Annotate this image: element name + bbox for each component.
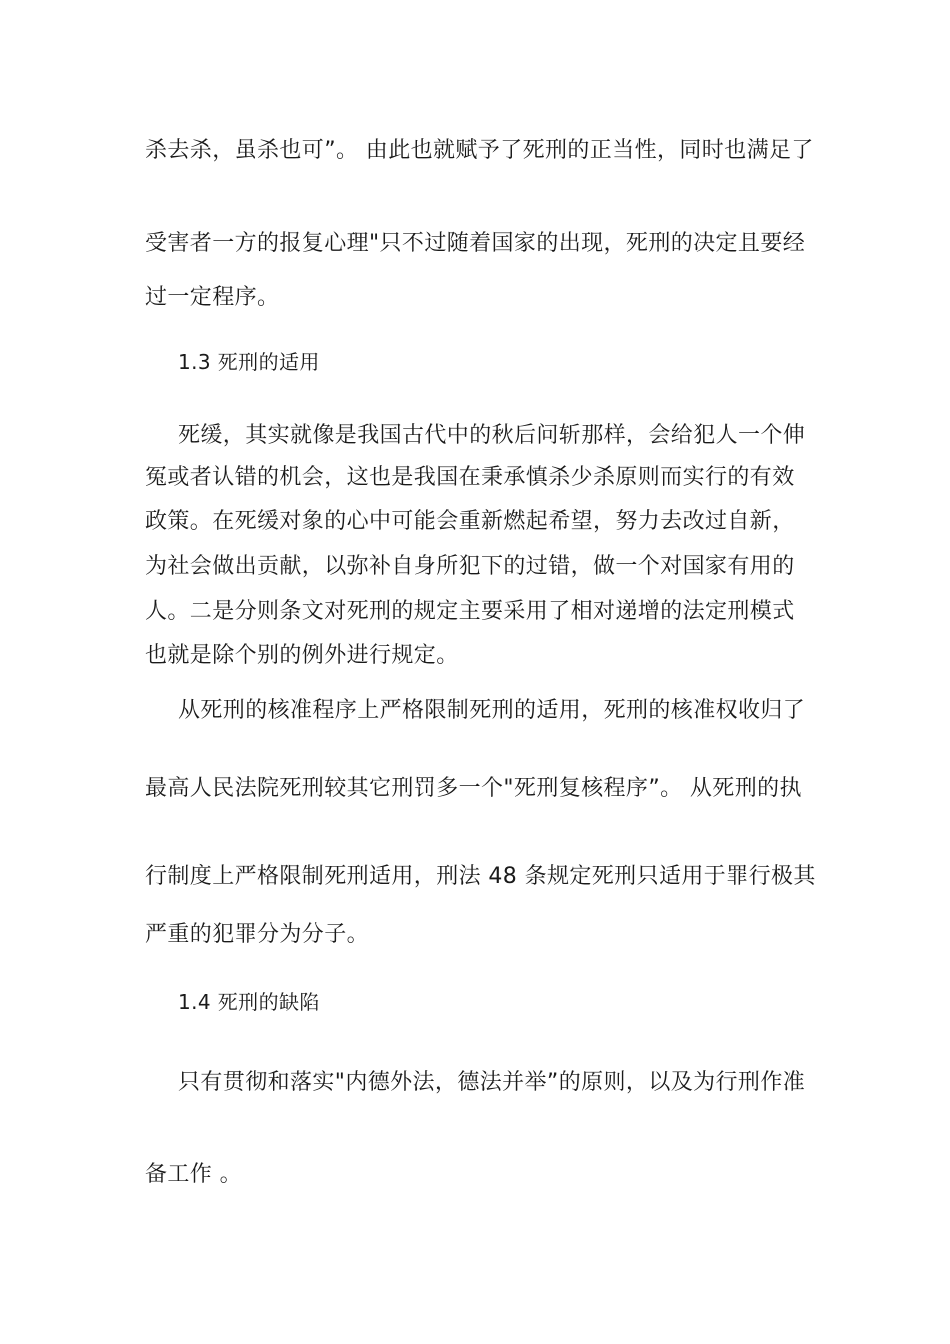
paragraph-line: 受害者一方的报复心理"只不过随着国家的出现，死刑的决定且要经 — [145, 231, 806, 256]
section-heading: 1.4 死刑的缺陷 — [178, 990, 320, 1014]
paragraph-line: 只有贯彻和落实"内德外法，德法并举”的原则，以及为行刑作准 — [178, 1070, 806, 1095]
paragraph-line: 政策。在死缓对象的心中可能会重新燃起希望，努力去改过自新， — [145, 509, 795, 534]
paragraph-line: 过一定程序。 — [145, 285, 280, 310]
paragraph-line: 也就是除个别的例外进行规定。 — [145, 643, 459, 668]
paragraph-line: 从死刑的核准程序上严格限制死刑的适用，死刑的核准权收归了 — [178, 698, 806, 723]
paragraph-line: 死缓，其实就像是我国古代中的秋后问斩那样，会给犯人一个伸 — [178, 423, 806, 448]
paragraph-line: 为社会做出贡献，以弥补自身所犯下的过错，做一个对国家有用的 — [145, 554, 795, 579]
paragraph-line: 严重的犯罪分为分子。 — [145, 922, 370, 947]
paragraph-line: 杀去杀，虽杀也可”。 由此也就赋予了死刑的正当性，同时也满足了 — [145, 138, 814, 163]
paragraph-line: 人。二是分则条文对死刑的规定主要采用了相对递增的法定刑模式 — [145, 599, 795, 624]
paragraph-line: 行制度上严格限制死刑适用，刑法 48 条规定死刑只适用于罪行极其 — [145, 864, 816, 889]
section-heading: 1.3 死刑的适用 — [178, 350, 320, 374]
paragraph-line: 最高人民法院死刑较其它刑罚多一个"死刑复核程序”。 从死刑的执 — [145, 776, 802, 801]
paragraph-line: 备工作 。 — [145, 1162, 242, 1187]
paragraph-line: 冤或者认错的机会，这也是我国在秉承慎杀少杀原则而实行的有效 — [145, 465, 795, 490]
